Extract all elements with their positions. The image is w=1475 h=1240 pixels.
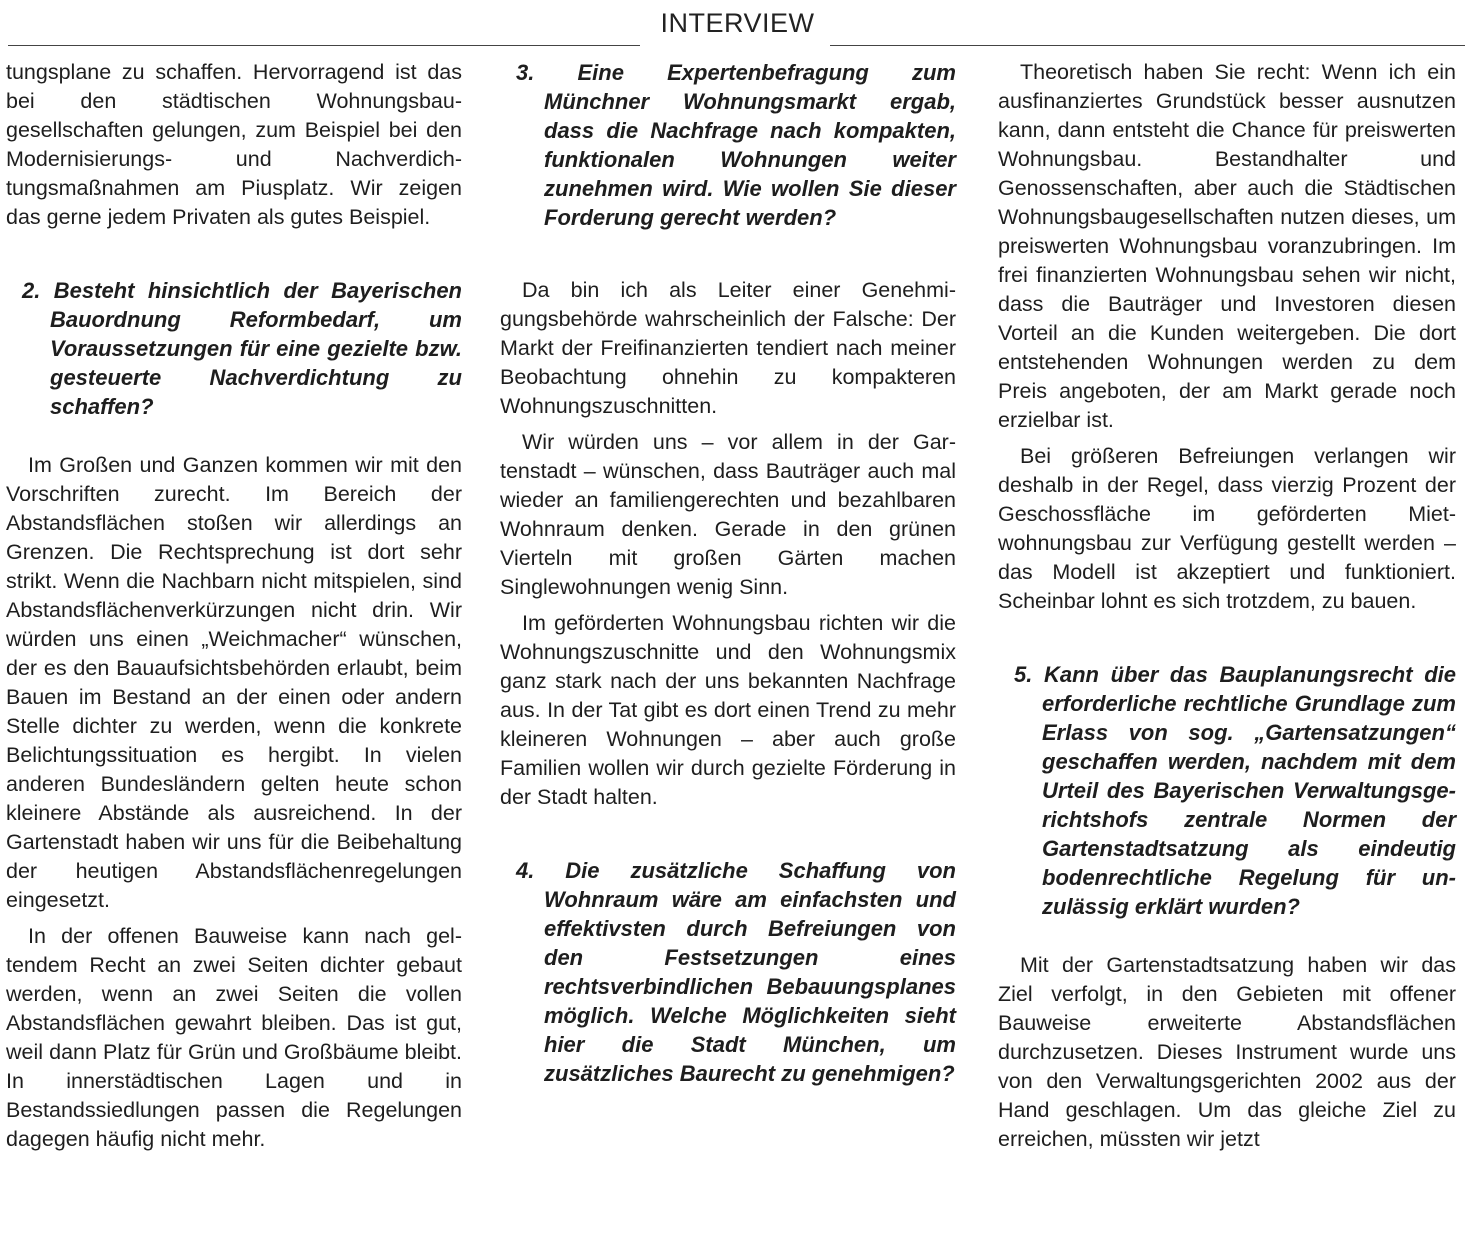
header-rule-gap [640,38,830,54]
paragraph-spacer [500,421,956,428]
text-column-middle [500,58,956,1088]
interview-question: 5. Kann über das Bauplanungsrecht die erforderliche rechtliche Grundlage zum Erlass von sog. „Gartensatzungen“ geschaffen werden, nachdem mit dem Urteil des Bayerischen Verwaltungsgerichtshofs zentrale Normen der Gartenstadtsatzung als eindeutig bodenrechtliche Regelung für unzulässig erklärt wurden? [1014,662,1456,919]
body-paragraph: tungsplane zu schaffen. Hervorragend ist das bei den städtischen Wohnungsbaugesellschaften gelungen, zum Beispiel bei den Modernisierungs- und Nachverdichtungsmaßnahmen am Piusplatz. Wir zeigen das gerne jedem Privaten als gutes Beispiel. [6,60,462,229]
paragraph-spacer [998,435,1456,442]
text-column-left [6,58,462,1154]
body-paragraph: Theoretisch haben Sie recht: Wenn ich ein ausfinanziertes Grundstück besser ausnutzen kann, dann entsteht die Chance für preiswerten Wohnungsbau. Bestandhalter und Genossenschaften, aber auch die Städtischen Wohnungsbaugesellschaften nutzen dieses, um preiswerten Wohnungsbau voranzubringen. Im frei finanzierten Wohnungsbau sehen wir nicht, dass die Bauträger und Investoren diesen Vorteil an die Kunden weitergeben. Die dort entstehenden Wohnungen werden zu dem Preis angeboten, der am Markt gerade noch erzielbar ist. [998,60,1456,432]
paragraph-spacer [6,421,462,451]
body-paragraph: Mit der Gartenstadtsatzung haben wir das Ziel verfolgt, in den Gebieten mit offener Bauweise erweiterte Abstandsflächen durchzusetzen. Dieses Instrument wurde uns von den Verwaltungsgerichten 2002 aus der Hand geschlagen. Um das gleiche Ziel zu erreichen, müssten wir jetzt [998,953,1456,1151]
body-paragraph: In der offenen Bauweise kann nach geltendem Recht an zwei Seiten dichter gebaut werden, wenn an zwei Seiten die vollen Abstandsflächen gewahrt bleiben. Das ist gut, weil dann Platz für Grün und Großbäume bleibt. In innerstädtischen Lagen und in Bestandssiedlungen passen die Regelungen dagegen häufig nicht mehr. [6,924,462,1151]
paragraph-spacer [500,232,956,276]
paragraph-spacer [6,232,462,276]
paragraph-spacer [500,812,956,856]
text-column-right [998,58,1456,1154]
section-title: INTERVIEW [638,6,838,40]
body-paragraph: Bei größeren Befreiungen verlangen wir deshalb in der Regel, dass vierzig Prozent der Geschossfläche im geförderten Mietwohnungsbau zur Verfügung gestellt werden – das Modell ist akzeptiert und funktioniert. Scheinbar lohnt es sich trotzdem, zu bauen. [998,444,1456,613]
interview-question: 3. Eine Expertenbefragung zum Münchner Wohnungsmarkt ergab, dass die Nachfrage nach kompakten, funktionalen Wohnungen weiter zunehmen wird. Wie wollen Sie dieser Forderung gerecht werden? [516,60,956,230]
body-paragraph: Wir würden uns – vor allem in der Gartenstadt – wünschen, dass Bauträger auch mal wieder an familiengerechten und bezahlbaren Wohnraum denken. Gerade in den grünen Vierteln mit großen Gärten machen Singlewohnungen wenig Sinn. [500,430,956,599]
body-paragraph: Im geförderten Wohnungsbau richten wir die Wohnungszuschnitte und den Wohnungsmix ganz stark nach der uns bekannten Nachfrage aus. In der Tat gibt es dort einen Trend zu mehr kleineren Wohnungen – aber auch große Familien wollen wir durch gezielte Förderung in der Stadt halten. [500,611,956,809]
paragraph-spacer [6,915,462,922]
paragraph-spacer [998,616,1456,660]
paragraph-spacer [500,602,956,609]
body-paragraph: Da bin ich als Leiter einer Genehmigungsbehörde wahrscheinlich der Falsche: Der Markt der Freifinanzierten tendiert nach meiner Beobachtung ohnehin zu kompakteren Wohnungszuschnitten. [500,278,956,418]
interview-question: 2. Besteht hinsichtlich der Bayerischen Bauordnung Reformbedarf, um Voraussetzungen für eine gezielte bzw. gesteuerte Nachverdichtung zu schaffen? [22,278,462,419]
interview-question: 4. Die zusätzliche Schaffung von Wohnraum wäre am einfachsten und effektivsten durch Befreiungen von den Festsetzungen eines rechtsverbindlichen Bebauungsplanes möglich. Welche Möglichkeiten sieht hier die Stadt München, um zusätzliches Baurecht zu genehmigen? [516,858,956,1086]
body-paragraph: Im Großen und Ganzen kommen wir mit den Vorschriften zurecht. Im Bereich der Abstandsflächen stoßen wir allerdings an Grenzen. Die Rechtsprechung ist dort sehr strikt. Wenn die Nachbarn nicht mitspielen, sind Abstandsflächenverkürzungen nicht drin. Wir würden uns einen „Weichmacher“ wünschen, der es den Bauaufsichtsbehörden erlaubt, beim Bauen im Bestand an der einen oder andern Stelle dichter zu werden, wenn die konkrete Belichtungssituation es hergibt. In vielen anderen Bundesländern gelten heute schon kleinere Abstände als ausreichend. In der Gartenstadt haben wir uns für die Beibehaltung der heutigen Abstandsflächenregelungen eingesetzt. [6,453,462,912]
paragraph-spacer [998,921,1456,951]
